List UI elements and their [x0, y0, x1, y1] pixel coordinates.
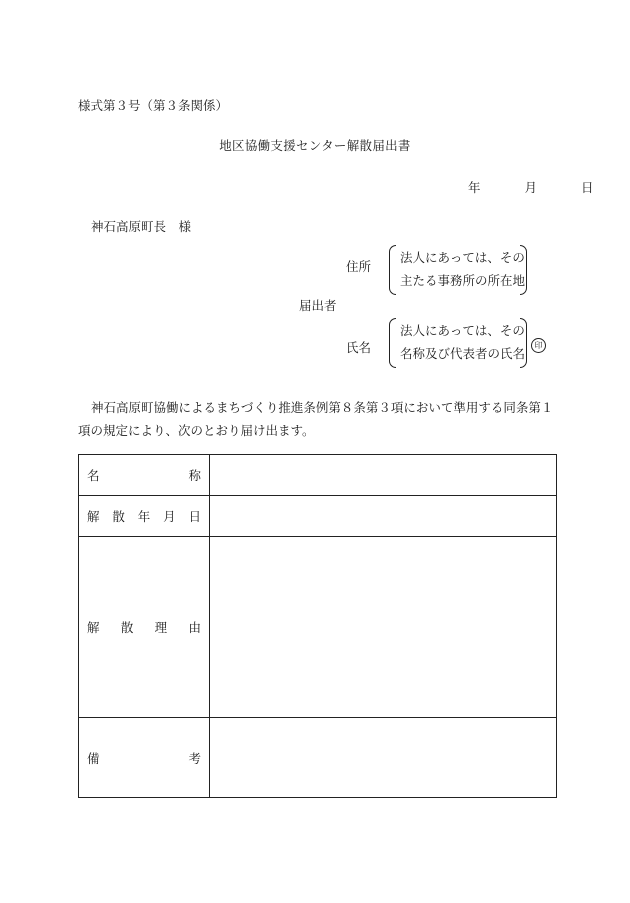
row-label-dissolution-reason: 解 散 理 由: [79, 537, 210, 718]
date-line: [468, 178, 593, 196]
form-number: 様式第３号（第３条関係）: [78, 98, 229, 113]
name-label: 氏名: [346, 340, 372, 355]
address-note: [400, 246, 525, 292]
info-table: [78, 454, 557, 798]
date-year-label: 年: [468, 180, 481, 195]
row-label-dissolution-date: 解 散 年 月 日: [79, 496, 210, 537]
address-bracket-left: [389, 245, 396, 295]
dissolution-reason-field[interactable]: [210, 537, 557, 718]
name-bracket-left: [389, 318, 396, 368]
name-note-line: 名称及び代表者の氏名: [400, 346, 526, 361]
seal-mark: 印: [531, 338, 546, 353]
notifier-label: 届出者: [299, 298, 337, 313]
table-row: [79, 455, 557, 496]
name-bracket-right: [520, 318, 527, 368]
dissolution-date-field[interactable]: [210, 496, 557, 537]
remarks-field[interactable]: [210, 718, 557, 798]
row-label-name: 名 称: [79, 455, 210, 496]
name-note: [400, 319, 525, 365]
address-bracket-right: [520, 245, 527, 295]
body-text: 神石高原町協働によるまちづくり推進条例第８条第３項において準用する同条第１項の規定により、次のとおり届け出ます。: [78, 400, 554, 438]
address-note-line: 法人にあっては、その: [400, 250, 525, 265]
date-month-label: 月: [524, 180, 537, 195]
document-title: 地区協働支援センター解散届出書: [219, 138, 411, 153]
addressee: 神石高原町長 様: [91, 219, 192, 234]
address-label: 住所: [346, 259, 372, 274]
date-day-label: 日: [580, 180, 594, 195]
row-label-remarks: 備 考: [79, 718, 210, 798]
name-value-field[interactable]: [210, 455, 557, 496]
table-row: [79, 718, 557, 798]
table-row: [79, 496, 557, 537]
table-row: [79, 537, 557, 718]
address-note-line: 主たる事務所の所在地: [400, 273, 526, 288]
name-note-line: 法人にあっては、その: [400, 323, 525, 338]
